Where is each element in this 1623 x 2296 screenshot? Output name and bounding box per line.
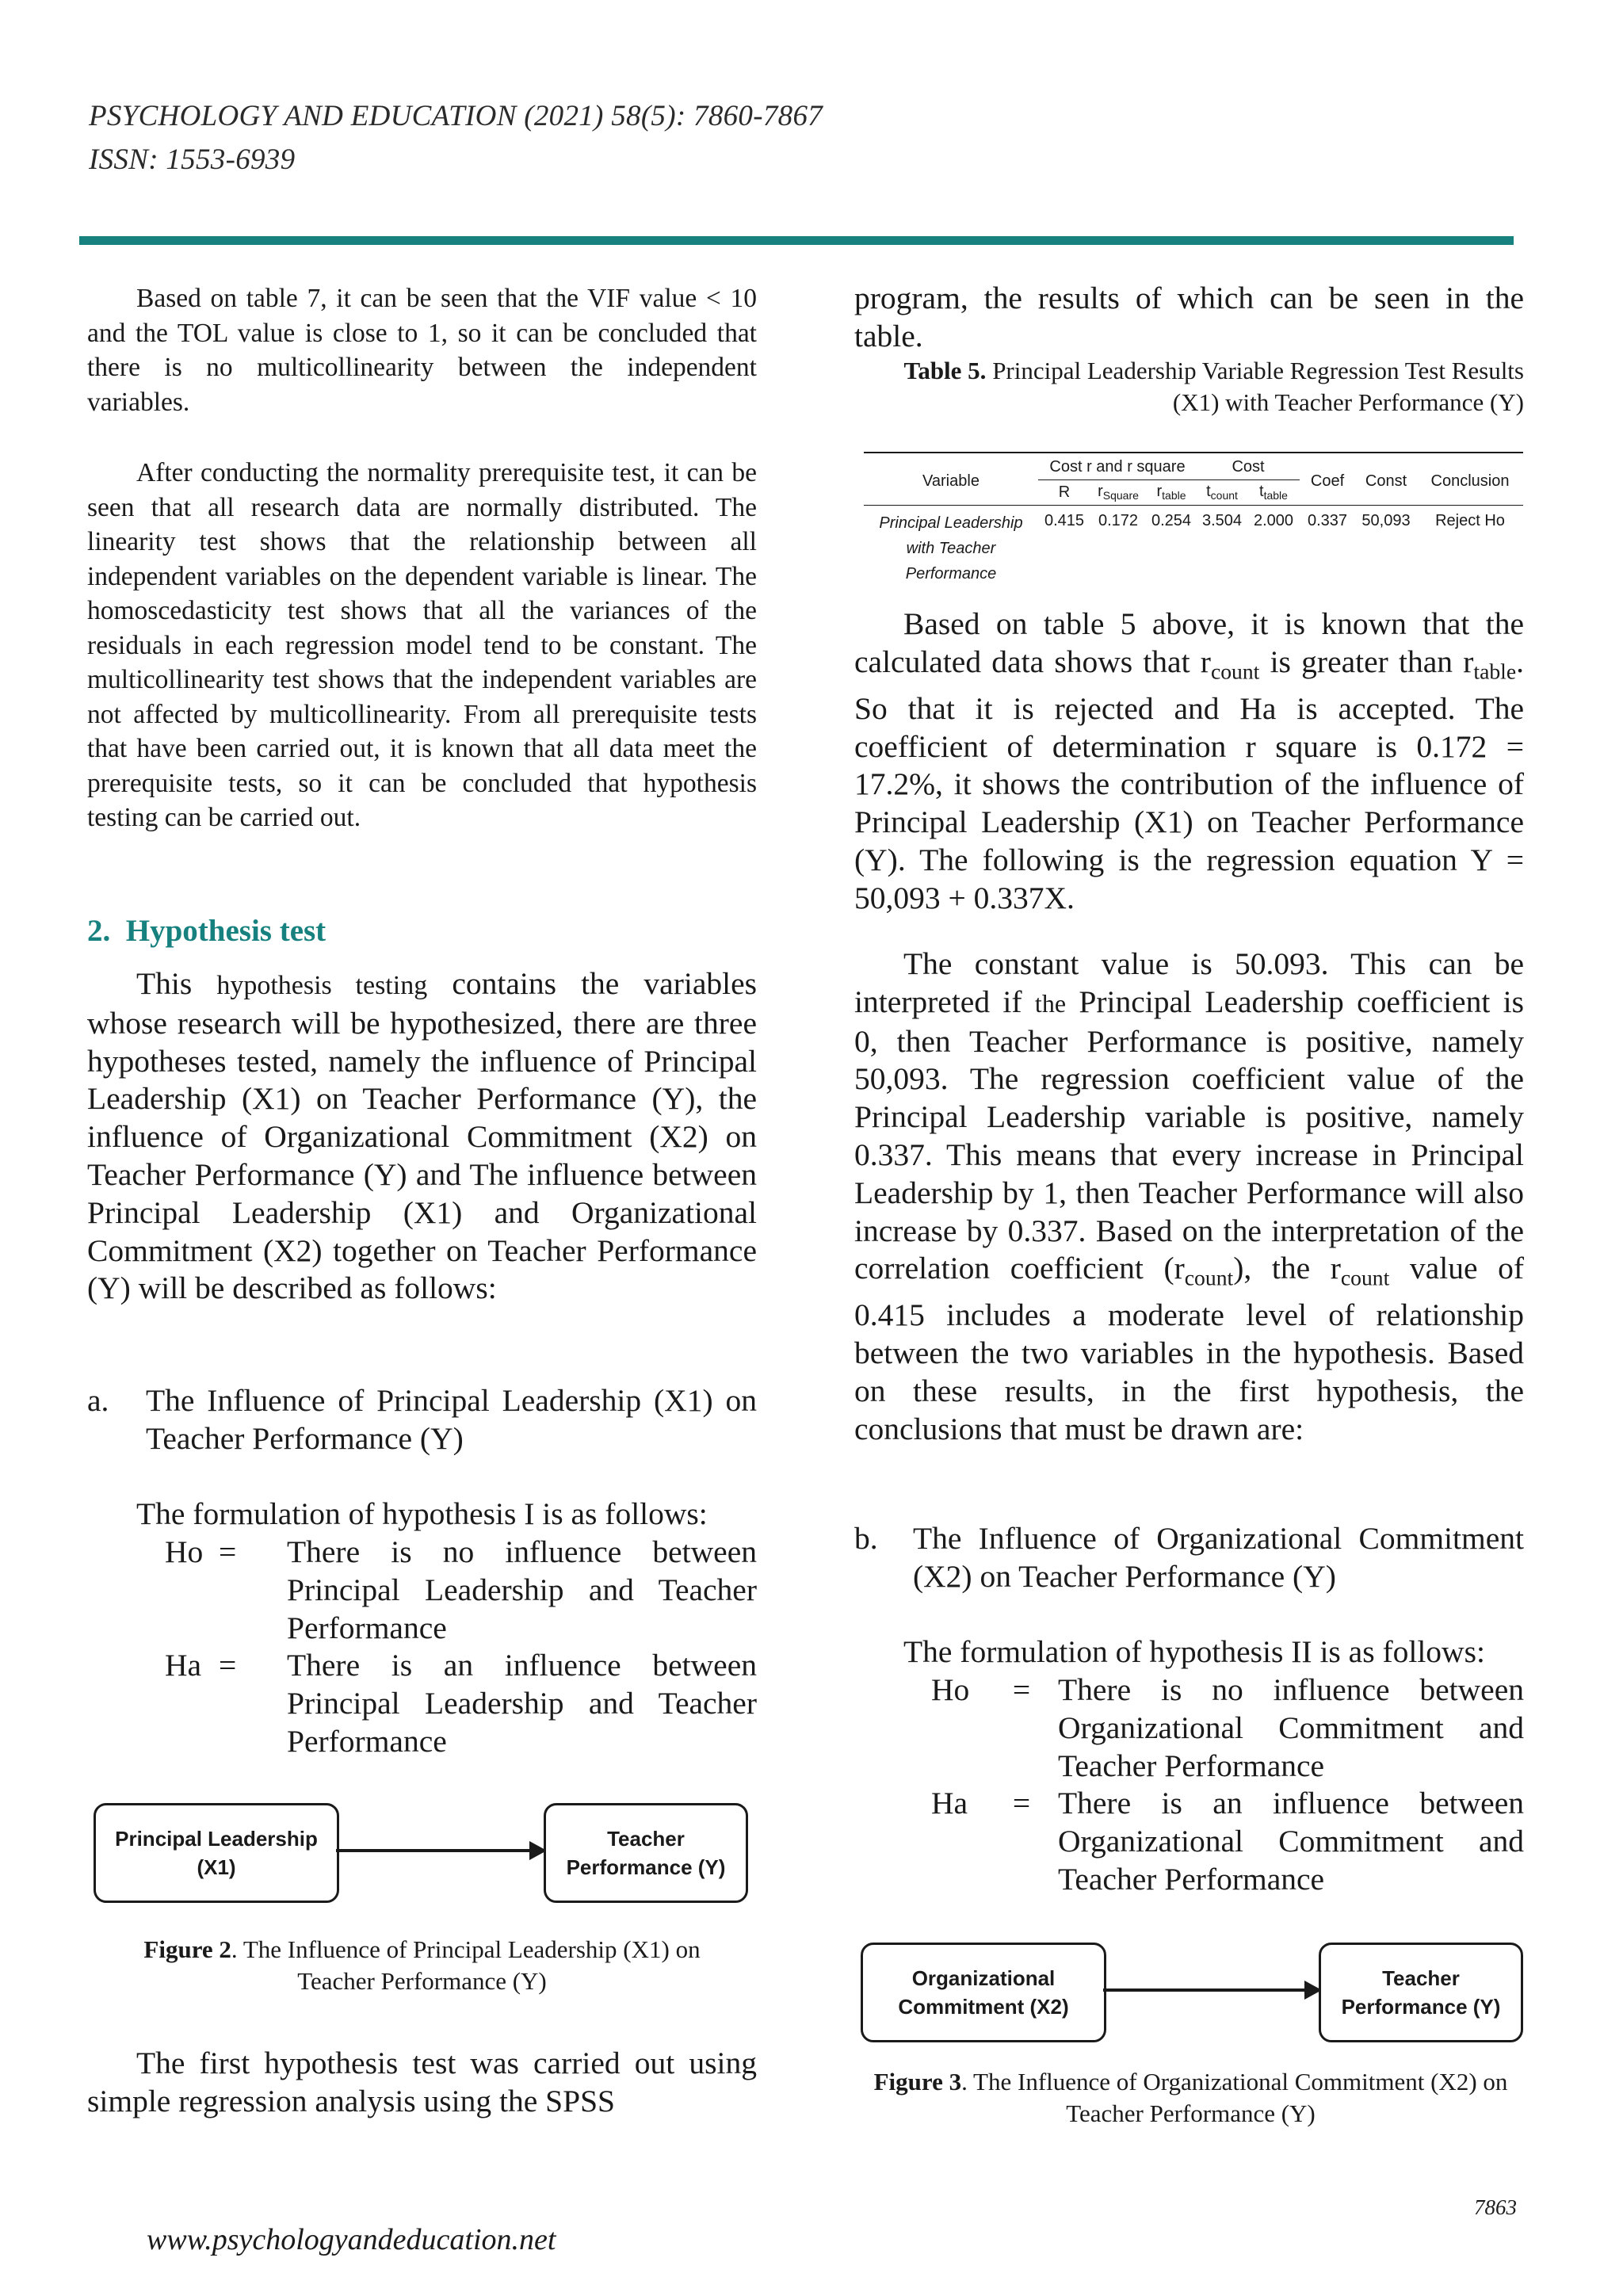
fig2-box-principal-leadership: Principal Leadership (X1): [94, 1803, 339, 1903]
fig2-box-teacher-performance: Teacher Performance (Y): [544, 1803, 748, 1903]
th-t-table: $t_{table}$: [1259, 483, 1288, 502]
section-heading: [87, 913, 326, 949]
ha-text: There is an influence between Principal Leadership and Teacher Performance: [287, 1648, 757, 1759]
td-r: 0.415: [1044, 512, 1085, 529]
th-coef: Coef: [1310, 472, 1345, 490]
item-a-label: a.: [87, 1383, 109, 1418]
figure-2-text: . The Influence of Principal Leadership (X1) on Teacher Performance (Y): [231, 1935, 701, 1995]
td-r-square: 0.172: [1098, 512, 1139, 529]
th-r: R: [1058, 483, 1071, 501]
table-5: [864, 458, 1523, 586]
td-variable: Principal Leadership with Teacher Performance: [879, 514, 1023, 583]
left-paragraph-2: After conducting the normality prerequisite test, it can be seen that all research data are normally distributed. The linearity test shows that the relationship between all independent variables on the dependent variable is linear. The homoscedasticity test shows that all the variances of the residuals in each regression model tend to be constant. The multicollinearity test shows that the independent variables are not affected by multicollinearity. From all prerequisite tests that have been carried out, it is known that all data meet the prerequisite tests, so it can be concluded that hypothesis testing can be carried out.: [87, 458, 757, 832]
table-row: [864, 506, 1523, 587]
table-header-row-1: [864, 458, 1523, 480]
ho-text-2: There is no influence between Organizational Commitment and Teacher Performance: [1058, 1672, 1524, 1783]
p3-part-b: hypothesis testing: [216, 971, 428, 1000]
th-conclusion: Conclusion: [1430, 472, 1510, 490]
left-paragraph-1: Based on table 7, it can be seen that the VIF value < 10 and the TOL value is close to 1, so it can be concluded that there is no multicollinearity between the independent variables.: [87, 284, 757, 417]
table-5-text: Principal Leadership Variable Regression Test Results (X1) with Teacher Performance (Y): [986, 357, 1524, 416]
td-conclusion: Reject Ho: [1435, 512, 1505, 529]
ha-text-2: There is an influence between Organizational Commitment and Teacher Performance: [1058, 1786, 1524, 1897]
hypothesis-2-list: [931, 1671, 1524, 1899]
footer-url[interactable]: www.psychologyandeducation.net: [147, 2223, 556, 2256]
item-b-label: b.: [854, 1521, 878, 1556]
header-divider: [79, 236, 1514, 245]
p3-part-a: This: [136, 966, 217, 1001]
td-t-count: 3.504: [1201, 512, 1243, 529]
td-coef: 0.337: [1307, 512, 1348, 529]
ha-label: Ha: [165, 1648, 202, 1683]
th-r-square: $r_{Square}$: [1098, 483, 1139, 502]
th-t-count: $t_{count}$: [1206, 483, 1238, 502]
section-title: Hypothesis test: [125, 914, 327, 948]
ho-text: There is no influence between Principal Leadership and Teacher Performance: [287, 1534, 757, 1645]
table-5-caption: [856, 355, 1524, 418]
issn: ISSN: 1553-6939: [89, 143, 296, 176]
journal-title: PSYCHOLOGY AND EDUCATION (2021) 58(5): 7860-7867: [89, 100, 823, 132]
item-a-text: The Influence of Principal Leadership (X1) on Teacher Performance (Y): [146, 1383, 757, 1456]
table-5-top-rule: [864, 452, 1523, 453]
th-r-table: $r_{table}$: [1156, 483, 1186, 502]
fig3-box-organizational-commitment: Organizational Commitment (X2): [861, 1943, 1106, 2042]
p3-part-c: contains the variables whose research will be hypothesized, there are three hypotheses tested, namely the influence of Principal Leadership (X1) on Teacher Performance (Y), the influence of Organizational Commitment (X2) on Teacher Performance (Y) and The influence between Principal Leadership (X1) and Organizational Commitment (X2) together on Teacher Performance (Y) will be described as follows:: [87, 966, 758, 1306]
ho-equals: =: [219, 1534, 237, 1569]
right-paragraph-2: Based on table 5 above, it is known that the calculated data shows that $r_{count}$ is greater than $r_{table}$. So that it is rejected and Ha is accepted. The coefficient of determination r square is 0.172 = 17.2%, it shows the contribution of the influence of Principal Leadership (X1) on Teacher Performance (Y). The following is the regression equation Y = 50,093 + 0.337X.: [854, 606, 1524, 915]
formulation-2: The formulation of hypothesis II is as follows:: [903, 1634, 1485, 1669]
fig3-arrow-shaft: [1103, 1988, 1309, 1992]
item-a: [87, 1382, 757, 1458]
fig2-arrow-shaft: [336, 1849, 533, 1852]
formulation-1: The formulation of hypothesis I is as follows:: [136, 1496, 708, 1531]
ho-equals-2: =: [1012, 1672, 1031, 1707]
ha-equals: =: [219, 1648, 237, 1683]
figure-3-text: . The Influence of Organizational Commitment (X2) on Teacher Performance (Y): [961, 2068, 1508, 2127]
right-paragraph-3: The constant value is 50.093. This can be interpreted if the Principal Leadership coefficient is 0, then Teacher Performance is positive, namely 50,093. The regression coefficient value of the Principal Leadership variable is positive, namely 0.337. This means that every increase in Principal Leadership by 1, then Teacher Performance will also increase by 0.337. Based on the interpretation of the correlation coefficient $(r_{count})$, the $r_{count}$ value of 0.415 includes a moderate level of relationship between the two variables in the hypothesis. Based on these results, in the first hypothesis, the conclusions that must be drawn are:: [854, 946, 1524, 1446]
hypothesis-1-list: [165, 1534, 757, 1761]
td-r-table: 0.254: [1151, 512, 1192, 529]
ha-label-2: Ha: [931, 1786, 968, 1821]
td-t-table: 2.000: [1253, 512, 1294, 529]
item-b-text: The Influence of Organizational Commitment (X2) on Teacher Performance (Y): [913, 1521, 1524, 1594]
figure-3-label: Figure 3: [873, 2068, 962, 2095]
figure-2-label: Figure 2: [143, 1935, 231, 1963]
section-number: 2.: [87, 914, 111, 948]
ho-label: Ho: [165, 1534, 204, 1569]
ho-label-2: Ho: [931, 1672, 970, 1707]
ha-row-2: [931, 1785, 1524, 1898]
right-paragraph-1: program, the results of which can be seen in the table.: [854, 281, 1524, 353]
ho-row-2: [931, 1671, 1524, 1785]
td-const: 50,093: [1361, 512, 1411, 529]
item-b: [854, 1520, 1524, 1596]
th-group-r: Cost r and r square: [1038, 458, 1197, 480]
th-variable: Variable: [922, 472, 980, 490]
table-5-label: Table 5.: [903, 357, 987, 384]
page-number: 7863: [1474, 2195, 1517, 2219]
ho-row-1: [165, 1534, 757, 1647]
ha-row-1: [165, 1647, 757, 1760]
fig3-box-teacher-performance: Teacher Performance (Y): [1319, 1943, 1523, 2042]
ha-equals-2: =: [1012, 1786, 1031, 1821]
figure-2-caption: [103, 1934, 741, 1997]
left-paragraph-3: [87, 965, 757, 1308]
th-const: Const: [1365, 472, 1407, 490]
th-group-cost: Cost: [1197, 458, 1300, 480]
figure-3-caption: [864, 2066, 1518, 2130]
left-paragraph-4: The first hypothesis test was carried out using simple regression analysis using the SPSS: [87, 2046, 757, 2118]
